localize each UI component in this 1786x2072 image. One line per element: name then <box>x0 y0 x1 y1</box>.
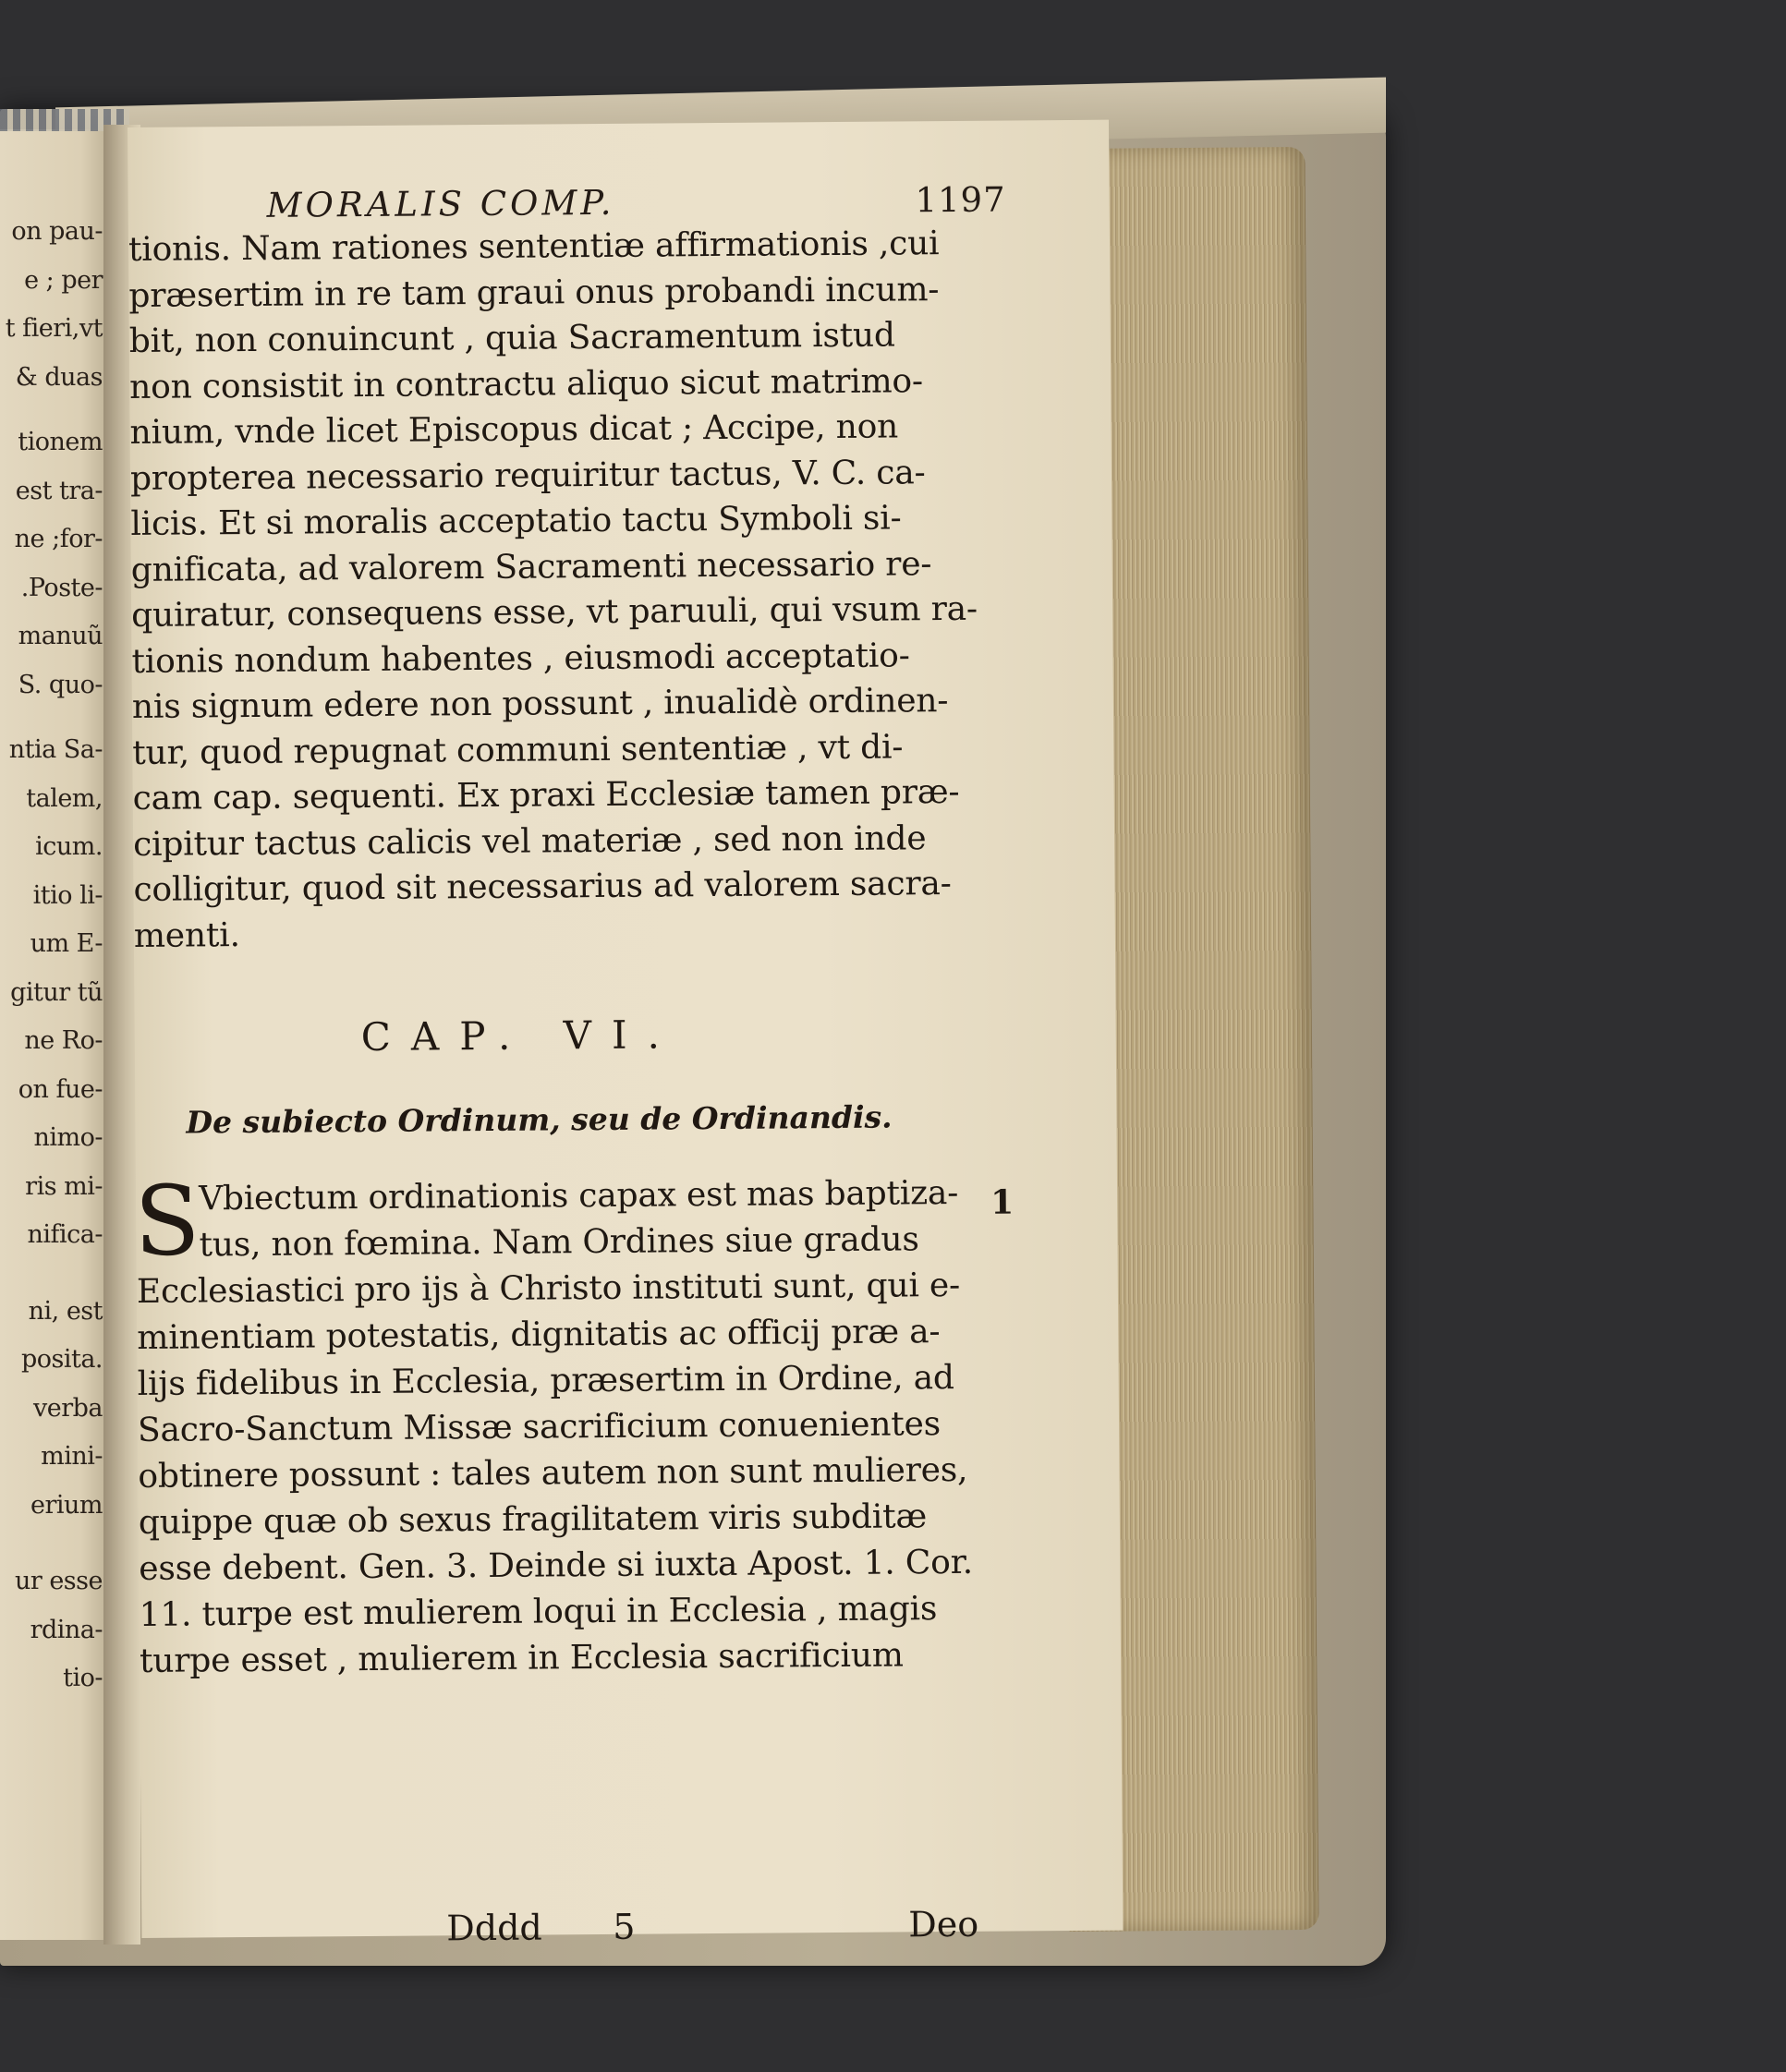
text-line: minentiam potestatis, dignitatis ac officij præ a- <box>137 1313 941 1357</box>
text-line: quippe quæ ob sexus fragilitatem viris subditæ <box>138 1497 928 1542</box>
left-page-line: ntia Sa- <box>8 735 103 764</box>
left-page-line: posita. <box>20 1345 103 1374</box>
text-line: tionis nondum habentes , eiusmodi acceptatio- <box>131 636 910 681</box>
left-page-line: on pau- <box>11 217 103 246</box>
left-page-line: erium <box>30 1490 103 1520</box>
left-page-line: ur esse <box>14 1567 103 1595</box>
left-page-line: manuũ <box>18 622 103 650</box>
text-line: Vbiectum ordinationis capax est mas baptiza- <box>198 1173 959 1218</box>
left-page-line: ne ;for- <box>14 525 103 553</box>
catchline <box>141 1903 1019 1956</box>
left-page-line: rdina- <box>30 1615 103 1644</box>
text-line: 11. turpe est mulierem loqui in Ecclesia , magis <box>139 1590 938 1634</box>
left-page-line: & duas <box>15 362 103 392</box>
text-line: quiratur, consequens esse, vt paruuli, qui vsum ra- <box>130 589 978 635</box>
text-line: non consistit in contractu aliquo sicut matrimo- <box>129 361 924 406</box>
left-page-line: .Poste- <box>20 573 103 602</box>
left-page <box>0 129 115 1940</box>
left-page-line: itio li- <box>32 880 103 910</box>
left-page-line: e ; per <box>24 265 103 295</box>
text-line: colligitur, quod sit necessarius ad valorem sacra- <box>133 865 952 909</box>
text-line: turpe esset , mulierem in Ecclesia sacrificium <box>139 1636 904 1680</box>
catchword: Deo <box>908 1903 979 1945</box>
left-page-line: on fue- <box>18 1074 103 1104</box>
running-header <box>266 180 1005 230</box>
text-line: esse debent. Gen. 3. Deinde si iuxta Apost. 1. Cor. <box>139 1543 974 1588</box>
left-page-line: ni, est <box>28 1296 103 1326</box>
text-line: tus, non fœmina. Nam Ordines siue gradus <box>199 1220 919 1265</box>
left-page-line: nifica- <box>27 1220 103 1249</box>
left-page-line: t fieri,vt <box>5 314 103 343</box>
left-page-line: nimo- <box>33 1123 103 1152</box>
left-page-line: S. quo- <box>18 670 103 699</box>
left-page-line: verba <box>32 1393 103 1423</box>
left-page-line: talem, <box>26 783 103 813</box>
text-line: tionis. Nam rationes sententiæ affirmationis ,cui <box>128 224 940 269</box>
left-page-line: gitur tũ <box>10 977 103 1007</box>
text-line: menti. <box>133 915 240 955</box>
text-line: cipitur tactus calicis vel materiæ , sed non inde <box>132 818 927 864</box>
running-title: MORALIS COMP. <box>266 182 615 225</box>
page-number: 1197 <box>915 179 1006 221</box>
text-line: nis signum edere non possunt , inualidè ordinen- <box>131 682 949 726</box>
text-line: obtinere possunt : tales autem non sunt mulieres, <box>138 1450 968 1496</box>
left-page-line: um E- <box>30 929 103 958</box>
text-line: bit, non conuincunt , quia Sacramentum istud <box>128 316 895 360</box>
chapter-subtitle: De subiecto Ordinum, seu de Ordinandis. <box>186 1098 893 1141</box>
drop-cap: S <box>133 1164 201 1278</box>
text-line: lijs fidelibus in Ecclesia, præsertim in Ordine, ad <box>137 1359 954 1403</box>
text-line: cam cap. sequenti. Ex praxi Ecclesiæ tamen præ- <box>132 772 960 818</box>
text-line: gnificata, ad valorem Sacramenti necessario re- <box>130 544 932 589</box>
right-page <box>128 120 1123 1949</box>
signature-mark: Dddd <box>446 1907 542 1949</box>
left-page-line: icum. <box>35 832 103 861</box>
text-line: nium, vnde licet Episcopus dicat ; Accipe, non <box>129 407 899 452</box>
left-page-line: ris mi- <box>25 1171 103 1201</box>
margin-number: 1 <box>990 1182 1014 1222</box>
left-page-line: ne Ro- <box>24 1026 103 1055</box>
left-page-line: est tra- <box>15 476 103 505</box>
left-page-line: tionem <box>18 428 103 456</box>
left-page-line: mini- <box>41 1442 103 1471</box>
text-line: Sacro-Sanctum Missæ sacrificium conuenientes <box>137 1405 942 1449</box>
signature-number: 5 <box>613 1906 636 1947</box>
text-line: Ecclesiastici pro ijs à Christo instituti sunt, qui e- <box>136 1266 961 1311</box>
text-line: propterea necessario requiritur tactus, V. C. ca- <box>129 453 926 498</box>
text-line: licis. Et si moralis acceptatio tactu Symboli si- <box>130 499 902 543</box>
chapter-heading: CAP. VI. <box>360 1012 681 1060</box>
text-line: præsertim in re tam graui onus probandi incum- <box>128 270 940 315</box>
text-line: tur, quod repugnat communi sententiæ , vt di- <box>132 727 904 772</box>
left-page-line: tio- <box>63 1664 103 1692</box>
